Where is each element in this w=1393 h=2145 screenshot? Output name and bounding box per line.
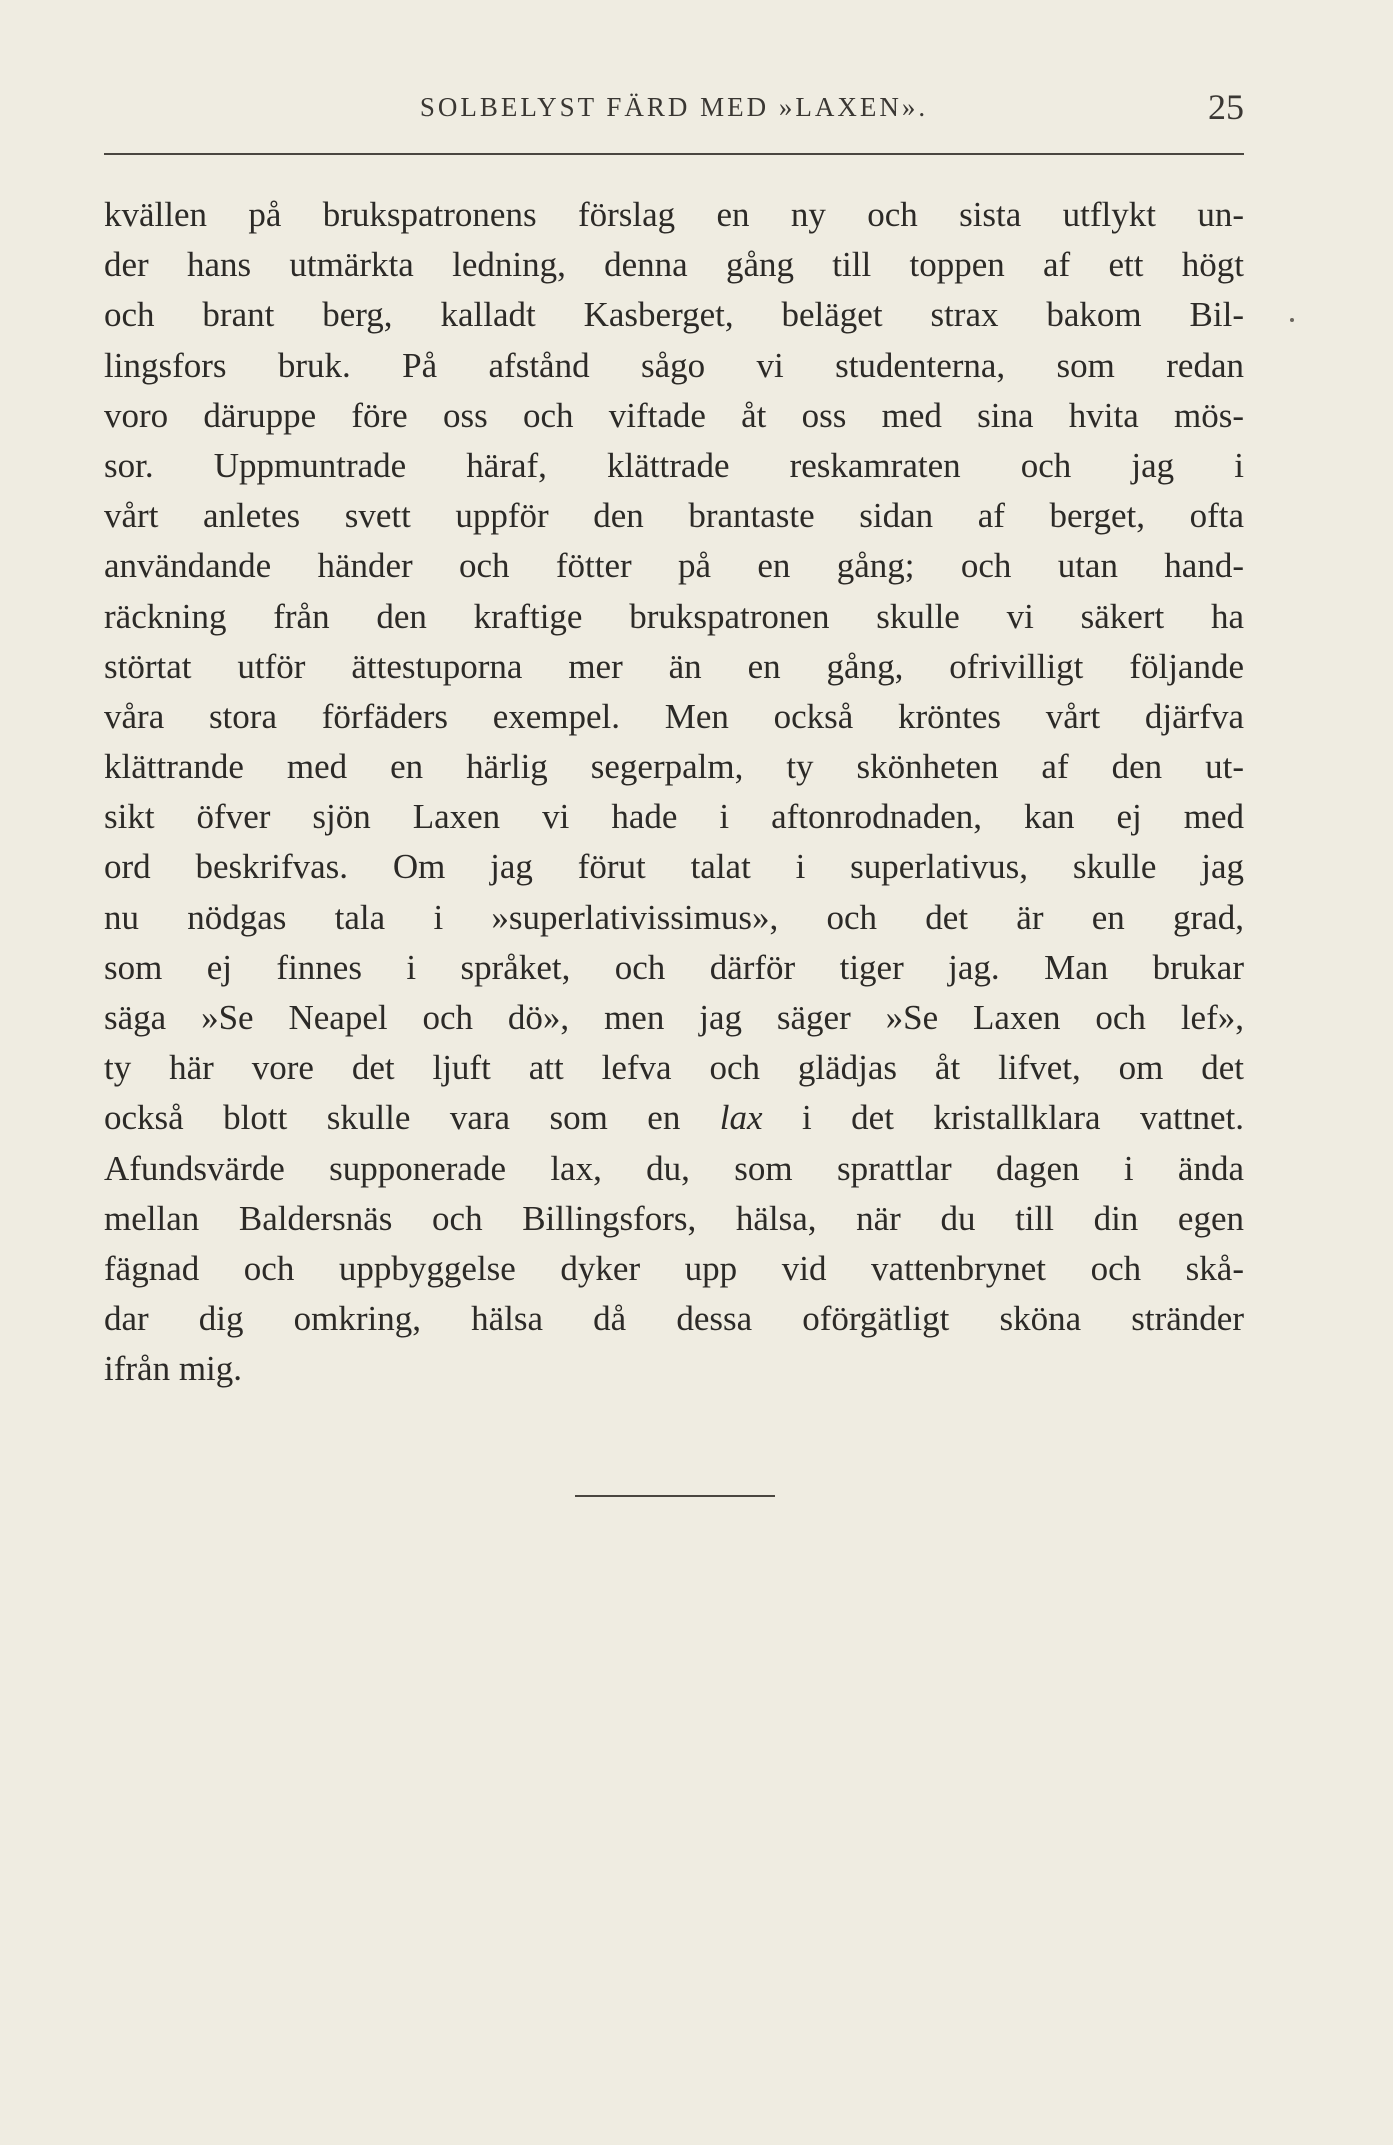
text-line: räckning från den kraftige brukspatronen skulle vi säkert ha [104,596,1244,636]
text-line: och brant berg, kalladt Kasberget, beläget strax bakom Bil- [104,295,1244,335]
text-line-head: också blott skulle vara som en [104,1098,681,1138]
text-line: kvällen på brukspatronens förslag en ny och sista utflykt un- [104,195,1244,234]
text-line: våra stora förfäders exempel. Men också kröntes vårt djärfva [104,696,1244,736]
text-line-tail: i det kristallklara vattnet. [762,1098,1244,1138]
header-rule [104,153,1244,155]
text-line: mellan Baldersnäs och Billingsfors, hälsa, när du till din egen [104,1198,1244,1238]
text-line: Afundsvärde supponerade lax, du, som sprattlar dagen i ända [104,1148,1244,1188]
page-number: 25 [1208,87,1244,127]
text-line: säga »Se Neapel och dö», men jag säger »Se Laxen och lef», [104,998,1244,1037]
margin-speck [1290,318,1294,322]
text-line: vårt anletes svett uppför den brantaste sidan af berget, ofta [104,496,1244,536]
text-line: störtat utför ättestuporna mer än en gång, ofrivilligt följande [104,646,1244,686]
text-line-with-italic [104,1093,1244,1143]
text-line: som ej finnes i språket, och därför tiger jag. Man brukar [104,947,1244,987]
body-text [104,190,1244,1395]
italic-word: lax [719,1098,763,1138]
text-line: användande händer och fötter på en gång; och utan hand- [104,546,1244,586]
text-line: klättrande med en härlig segerpalm, ty skönheten af den ut- [104,747,1244,787]
text-line: voro däruppe före oss och viftade åt oss med sina hvita mös- [104,395,1244,435]
text-line: ord beskrifvas. Om jag förut talat i superlativus, skulle jag [104,847,1244,887]
text-line: sikt öfver sjön Laxen vi hade i aftonrodnaden, kan ej med [104,797,1244,837]
running-head [104,86,1244,136]
running-title: SOLBELYST FÄRD MED »LAXEN». [419,92,929,122]
text-line: fägnad och uppbyggelse dyker upp vid vattenbrynet och skå- [104,1248,1244,1288]
text-line: nu nödgas tala i »superlativissimus», och det är en grad, [104,897,1244,937]
section-end-rule [575,1495,775,1497]
text-line: sor. Uppmuntrade häraf, klättrade reskamraten och jag i [104,445,1244,485]
text-line: der hans utmärkta ledning, denna gång till toppen af ett högt [104,245,1244,285]
text-line: ty här vore det ljuft att lefva och glädjas åt lifvet, om det [104,1048,1244,1088]
text-line: lingsfors bruk. På afstånd sågo vi studenterna, som redan [104,345,1244,385]
text-line: dar dig omkring, hälsa då dessa oförgätligt sköna stränder [104,1299,1244,1339]
text-line-last: ifrån mig. [104,1349,243,1389]
